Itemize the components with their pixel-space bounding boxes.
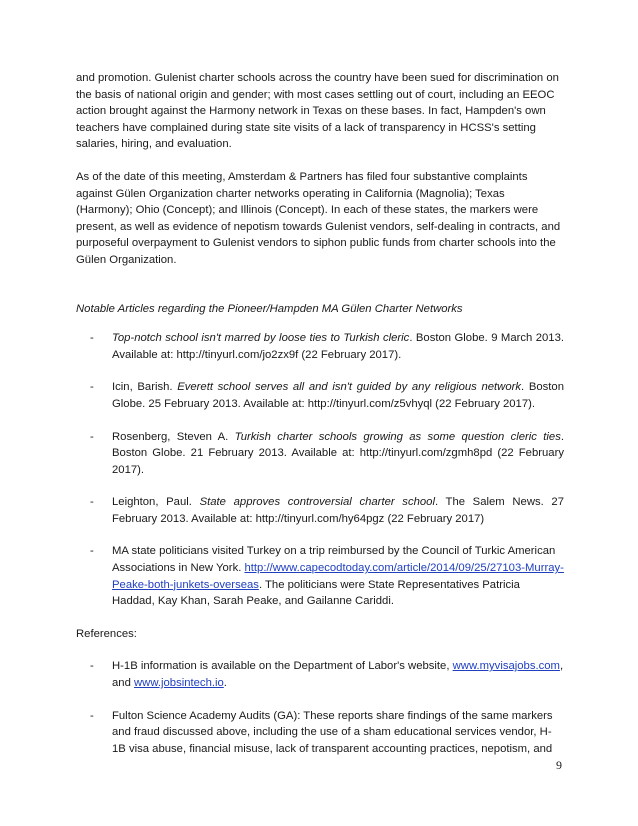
article-citation: . Boston Globe. 21 February 2013. Available at: http://tinyurl.com/zgmh8pd (22 February 2017).: [112, 430, 564, 476]
list-item: [76, 658, 564, 691]
body-paragraph-1: and promotion. Gulenist charter schools across the country have been sued for discrimination on the basis of national origin and gender; with most cases settling out of court, including an EEOC action brought against the Harmony network in Texas on these bases. In fact, Hampden's own teachers have complained during state site visits of a lack of transparency in HCSS's setting salaries, hiring, and evaluation.: [76, 72, 559, 151]
item-text-after: .: [223, 677, 227, 690]
myvisajobs-link[interactable]: www.myvisajobs.com: [452, 660, 560, 673]
page-number: 9: [556, 758, 562, 772]
list-item: [76, 429, 564, 479]
item-text-mid: , and: [112, 660, 564, 690]
notable-articles-heading: Notable Articles regarding the Pioneer/Hampden MA Gülen Charter Networks: [76, 302, 463, 315]
list-dash: -: [90, 545, 94, 558]
article-title: Turkish charter schools growing as some question cleric ties: [234, 430, 561, 443]
list-dash: -: [90, 709, 94, 722]
article-author: Leighton, Paul.: [112, 496, 200, 509]
item-text: H-1B information is available on the Department of Labor's website,: [112, 660, 453, 673]
references-list: [76, 658, 564, 757]
list-dash: -: [90, 660, 94, 673]
list-dash: -: [90, 381, 94, 394]
list-item: [76, 330, 564, 363]
article-citation: . The Salem News. 27 February 2013. Available at: http://tinyurl.com/hy64pgz (22 February 2017): [112, 496, 564, 525]
document-page: [76, 70, 564, 773]
references-heading: References:: [76, 627, 137, 640]
list-dash: -: [90, 430, 94, 443]
article-citation: . Boston Globe. 9 March 2013. Available at: http://tinyurl.com/jo2zx9f (22 February 2017).: [112, 332, 564, 361]
article-author: Rosenberg, Steven A.: [112, 430, 235, 443]
list-item: [76, 543, 564, 609]
article-author: Icin, Barish.: [112, 381, 178, 394]
body-paragraph-2: As of the date of this meeting, Amsterdam & Partners has filed four substantive complaints against Gülen Organization charter networks operating in California (Magnolia); Texas (Harmony); Ohio (Concept); and Illinois (Concept). In each of these states, the markers were present, as well as evidence of nepotism towards Gulenist vendors, self-dealing in contracts, and purposeful overpayment to Gulenist vendors to siphon public funds from charter schools into the Gülen Organization.: [76, 170, 561, 266]
article-title: Everett school serves all and isn't guided by any religious network: [177, 381, 522, 394]
list-item: [76, 379, 564, 412]
article-title: Top-notch school isn't marred by loose ties to Turkish cleric: [112, 332, 410, 345]
list-item: [76, 708, 564, 758]
jobsintech-link[interactable]: www.jobsintech.io: [134, 677, 224, 690]
item-text: Fulton Science Academy Audits (GA): These reports share findings of the same markers and fraud discussed above, including the use of a sham educational services vendor, H-1B visa abuse, financial misuse, lack of transparent accounting practices, nepotism, and: [112, 709, 553, 755]
list-dash: -: [90, 332, 94, 345]
article-citation: . Boston Globe. 25 February 2013. Available at: http://tinyurl.com/z5vhyql (22 February 2017).: [112, 381, 564, 410]
capecodtoday-link[interactable]: http://www.capecodtoday.com/article/2014/09/25/27103-Murray-Peake-both-junkets-overseas: [112, 562, 564, 591]
item-text: MA state politicians visited Turkey on a trip reimbursed by the Council of Turkic American Associations in New York.: [112, 545, 556, 575]
list-dash: -: [90, 496, 94, 509]
article-title: State approves controversial charter school: [199, 496, 435, 509]
notable-articles-list: [76, 330, 564, 610]
list-item: [76, 494, 564, 527]
item-text-after: . The politicians were State Representatives Patricia Haddad, Kay Khan, Sarah Peake, and Gailanne Cariddi.: [112, 578, 520, 608]
